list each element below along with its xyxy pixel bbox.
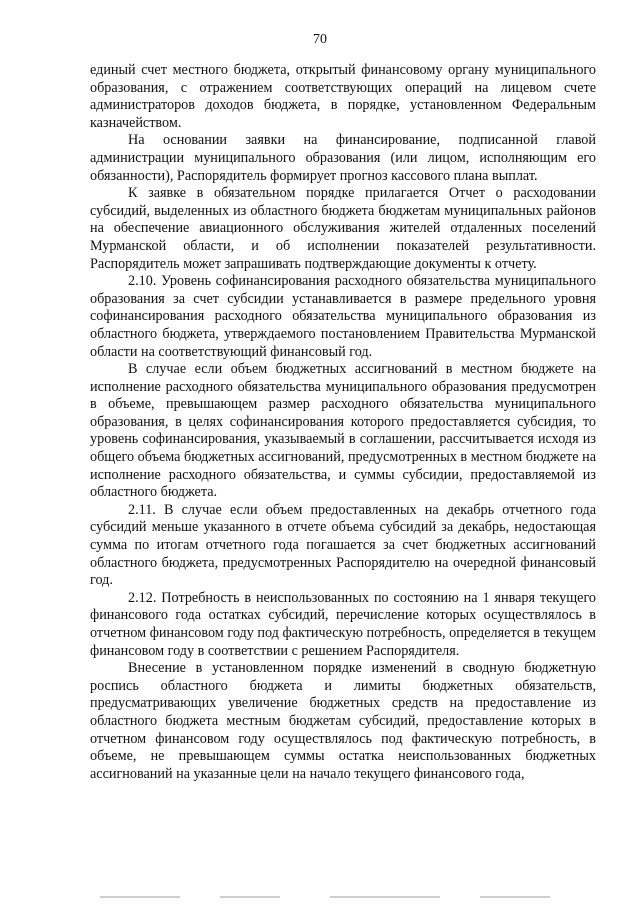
body-text <box>90 62 596 783</box>
scan-artifact <box>0 896 640 898</box>
paragraph: Внесение в установленном порядке изменений в сводную бюджетную роспись областного бюджета и лимиты бюджетных обязательств, предусматривающих увеличение бюджетных средств на предоставление из областного бюджета местным бюджетам субсидий, предоставление которых в отчетном финансовом году осуществлялось под фактическую потребность, в объеме, не превышающем суммы остатка неиспользованных бюджетных ассигнований на указанные цели на начало текущего финансового года, <box>90 660 596 782</box>
paragraph: 2.11. В случае если объем предоставленных на декабрь отчетного года субсидий меньше указанного в отчете объема субсидий за декабрь, недостающая сумма по итогам отчетного года погашается за счет бюджетных ассигнований областного бюджета, предусмотренных Распорядителю на очередной финансовый год. <box>90 501 596 589</box>
paragraph: На основании заявки на финансирование, подписанной главой администрации муниципального образования (или лицом, исполняющим его обязанности), Распорядитель формирует прогноз кассового плана выплат. <box>90 132 596 184</box>
paragraph: единый счет местного бюджета, открытый финансовому органу муниципального образования, с отражением соответствующих операций на лицевом счете администраторов доходов бюджета, в порядке, установленном Федеральным казначейством. <box>90 62 596 131</box>
page-number: 70 <box>313 32 327 47</box>
paragraph: К заявке в обязательном порядке прилагается Отчет о расходовании субсидий, выделенных из областного бюджета бюджетам муниципальных районов на обеспечение авиационного обслуживания жителей отдаленных поселений Мурманской области, и об исполнении показателей результативности. Распорядитель может запрашивать подтверждающие документы к отчету. <box>90 185 596 272</box>
paragraph: 2.10. Уровень софинансирования расходного обязательства муниципального образования за счет субсидии устанавливается в размере предельного уровня софинансирования расходного обязательства муниципального образования из областного бюджета, утверждаемого постановлением Правительства Мурманской области на соответствующий финансовый год. <box>90 273 596 360</box>
paragraph: 2.12. Потребность в неиспользованных по состоянию на 1 января текущего финансового года остатках субсидий, перечисление которых осуществлялось в отчетном финансовом году под фактическую потребность, определяется в текущем финансовом году в соответствии с решением Распорядителя. <box>90 589 596 659</box>
paragraph: В случае если объем бюджетных ассигнований в местном бюджете на исполнение расходного обязательства муниципального образования предусмотрен в объеме, превышающем размер расходного обязательства муниципального образования, в целях софинансирования которого предоставляется субсидия, то уровень софинансирования, указываемый в соглашении, рассчитывается исходя из общего объема бюджетных ассигнований, предусмотренных в местном бюджете на исполнение расходного обязательства, и суммы субсидии, предоставляемой из областного бюджета. <box>90 361 596 501</box>
